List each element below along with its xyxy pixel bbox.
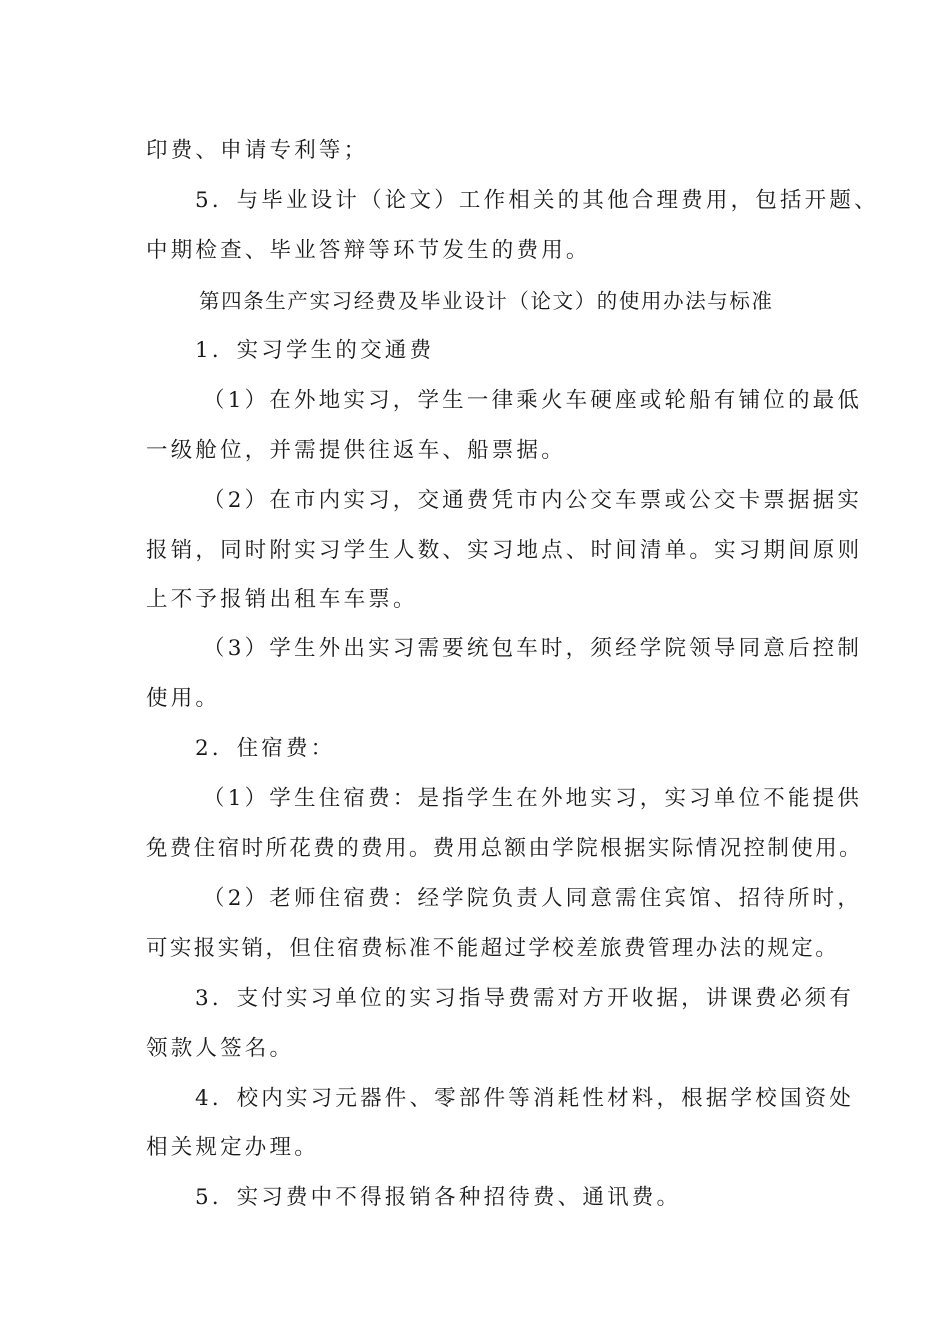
text-line: 使用。 [146, 686, 221, 711]
text-line: 5．实习费中不得报销各种招待费、通讯费。 [195, 1185, 682, 1210]
text-line: （2）老师住宿费：经学院负责人同意需住宾馆、招待所时， [203, 886, 863, 911]
text-line: 报销，同时附实习学生人数、实习地点、时间清单。实习期间原则 [146, 538, 863, 563]
text-line: 可实报实销，但住宿费标准不能超过学校差旅费管理办法的规定。 [146, 936, 840, 961]
text-line: 印费、申请专利等； [146, 138, 369, 163]
text-line: 1．实习学生的交通费 [195, 338, 435, 363]
section-heading: 第四条生产实习经费及毕业设计（论文）的使用办法与标准 [199, 289, 774, 313]
text-line: （1）在外地实习，学生一律乘火车硬座或轮船有铺位的最低 [203, 388, 863, 413]
text-line: 4．校内实习元器件、零部件等消耗性材料，根据学校国资处 [195, 1086, 855, 1111]
text-line: 免费住宿时所花费的费用。费用总额由学院根据实际情况控制使用。 [146, 836, 864, 861]
text-line: 相关规定办理。 [146, 1135, 319, 1160]
text-line: 一级舱位，并需提供往返车、船票据。 [146, 438, 566, 463]
text-line: （3）学生外出实习需要统包车时，须经学院领导同意后控制 [203, 636, 863, 661]
text-line: （2）在市内实习，交通费凭市内公交车票或公交卡票据据实 [203, 488, 863, 513]
text-line: 中期检查、毕业答辩等环节发生的费用。 [146, 238, 591, 263]
text-line: 5．与毕业设计（论文）工作相关的其他合理费用，包括开题、 [195, 188, 879, 213]
text-line: （1）学生住宿费：是指学生在外地实习，实习单位不能提供 [203, 786, 863, 811]
text-line: 3．支付实习单位的实习指导费需对方开收据，讲课费必须有 [195, 986, 855, 1011]
text-line: 领款人签名。 [146, 1036, 295, 1061]
text-line: 上不予报销出租车车票。 [146, 587, 418, 612]
text-line: 2．住宿费： [195, 736, 336, 761]
